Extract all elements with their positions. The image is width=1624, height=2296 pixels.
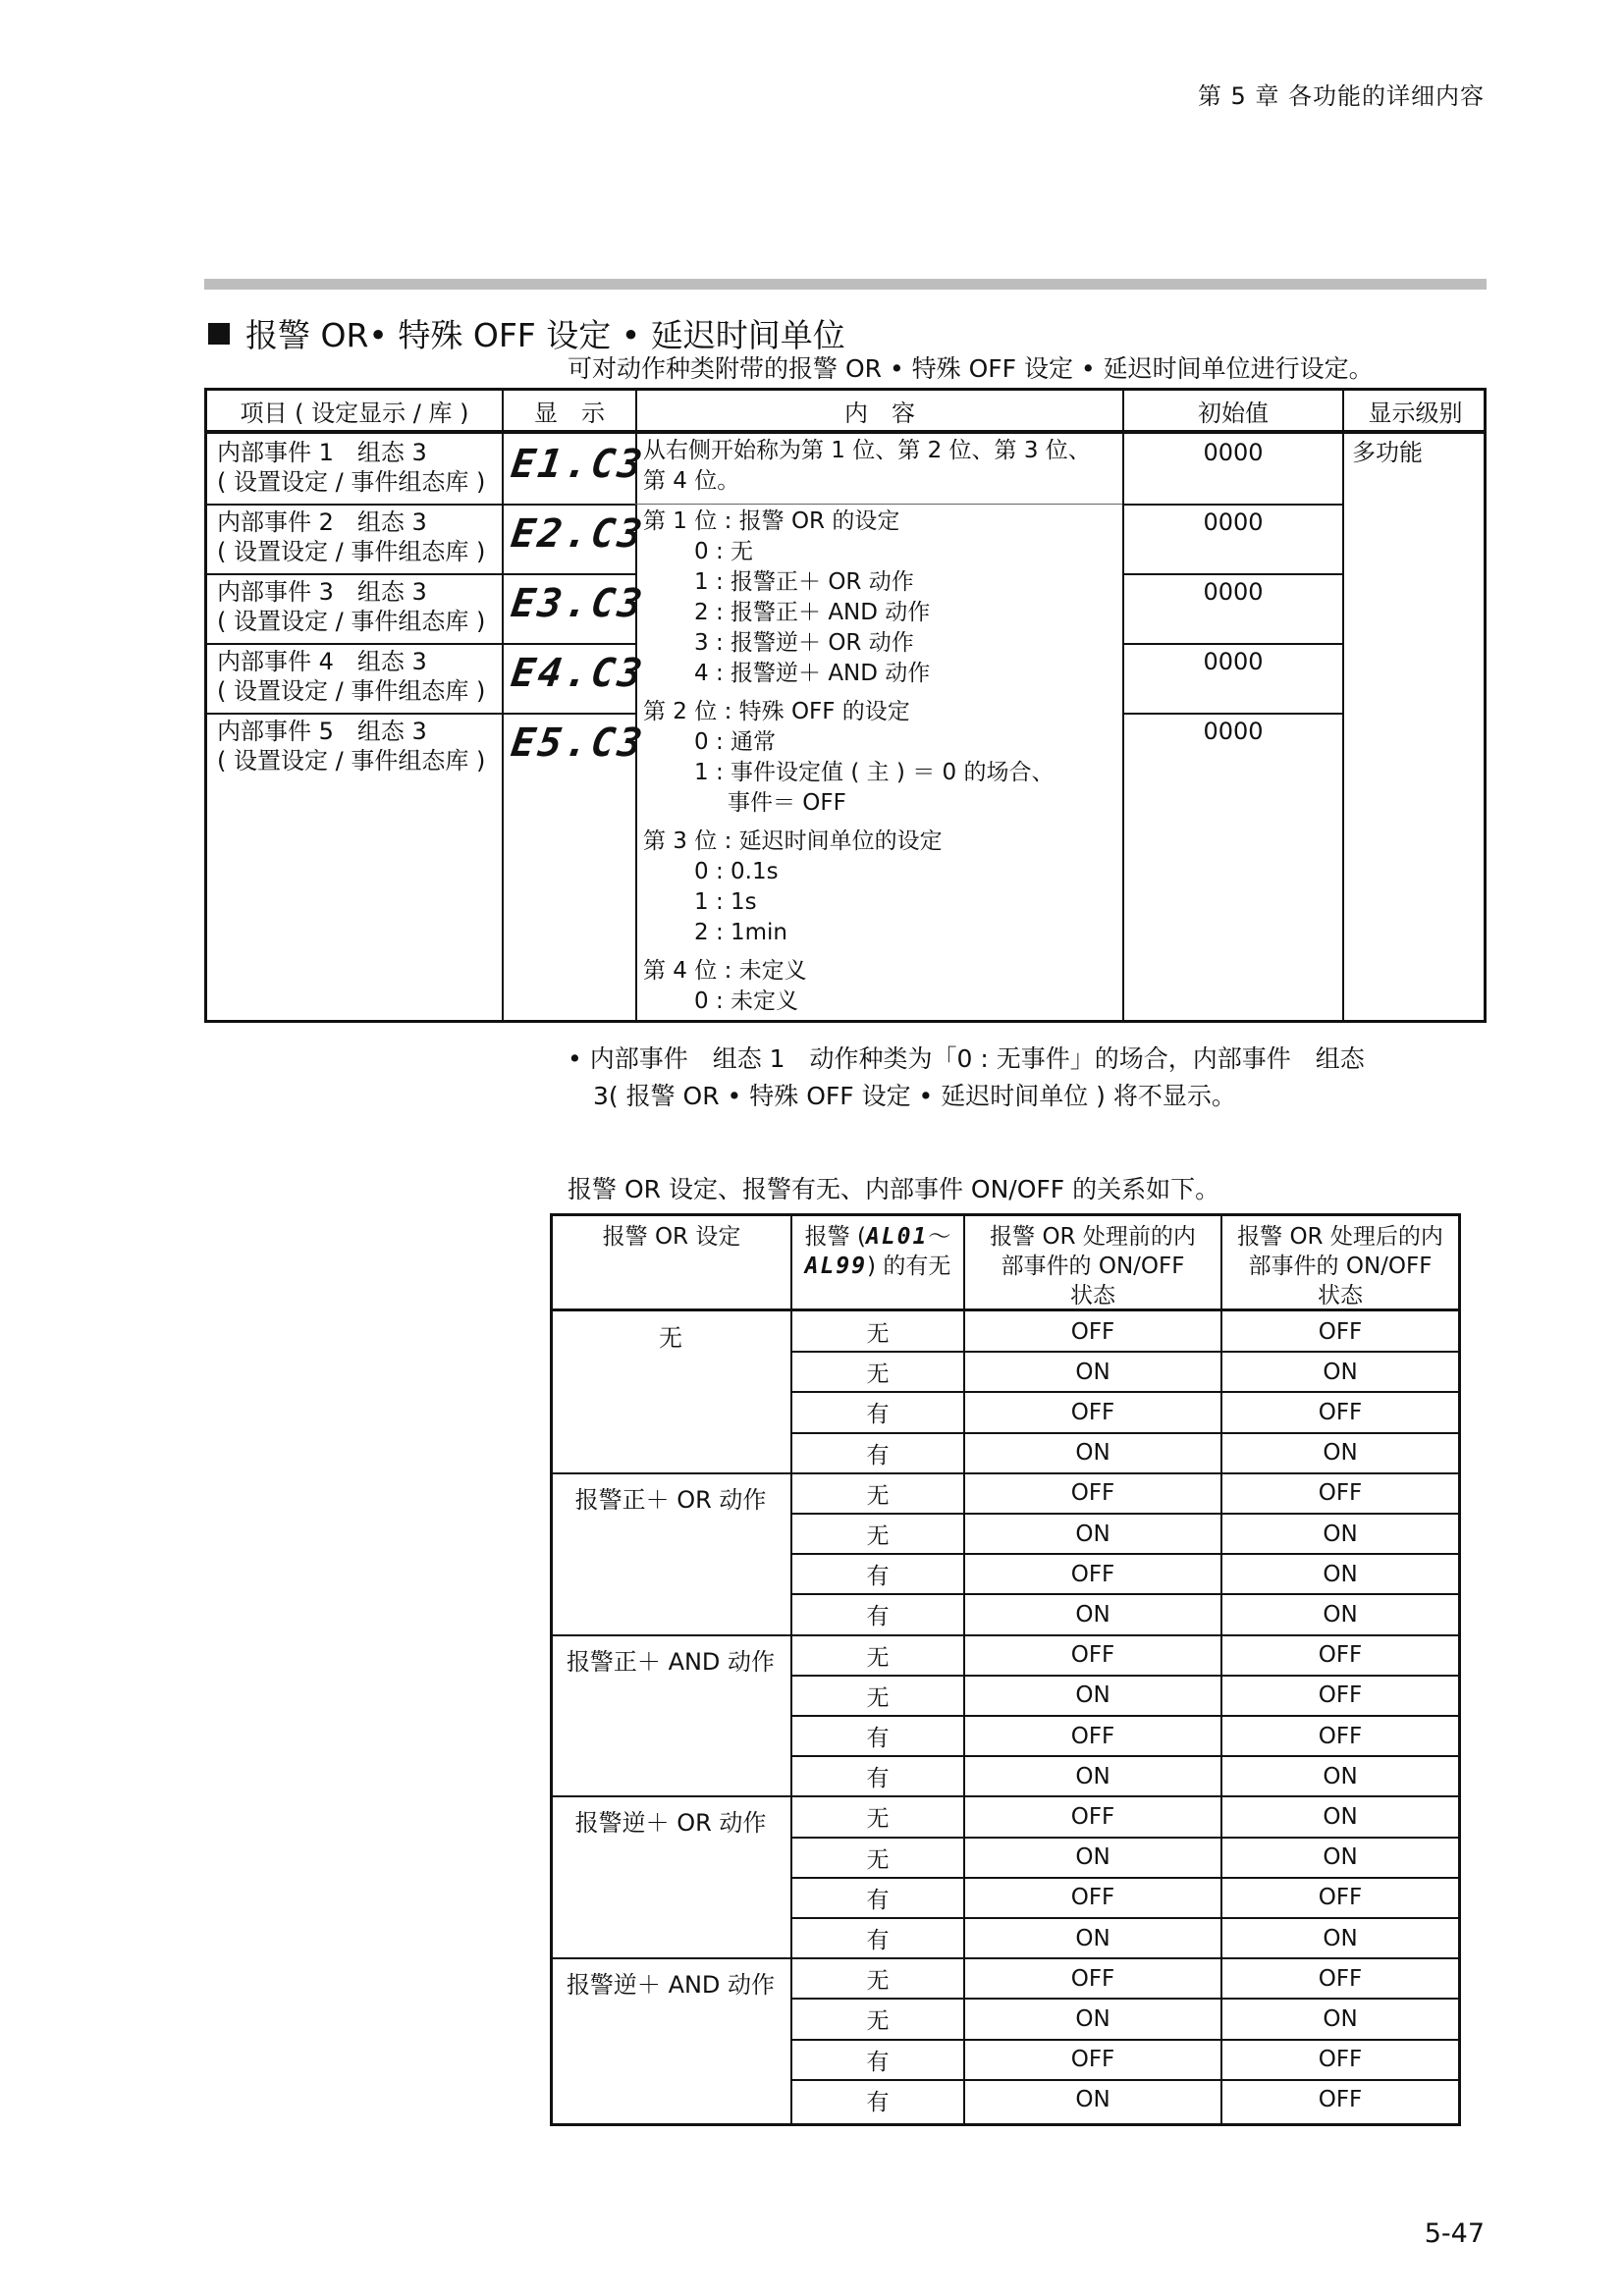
content-line: 3 : 报警逆＋ OR 动作: [694, 630, 914, 656]
rel-header-text: 报警 OR 设定: [602, 1224, 741, 1250]
content-line: 第 2 位 : 特殊 OFF 的设定: [643, 699, 910, 724]
content-line: 1 : 事件设定值 ( 主 ) ＝ 0 的场合、: [694, 760, 1055, 785]
rel-cell-after: OFF: [1318, 2087, 1363, 2113]
rel-header-line: [792, 1222, 963, 1252]
rel-cell-after: ON: [1323, 1521, 1358, 1547]
rel-cell-after: OFF: [1318, 1642, 1363, 1669]
rel-cell-alarm: 无: [866, 1644, 890, 1671]
rel-header-text: 部事件的 ON/OFF: [1001, 1254, 1185, 1279]
rel-cell-alarm: 有: [866, 1402, 890, 1428]
rel-header-or-setting: [553, 1216, 790, 1310]
row-divider: [1122, 713, 1342, 715]
rel-cell-before: ON: [1075, 1440, 1110, 1467]
item-line: 内部事件 1 组态 3: [217, 439, 427, 466]
rel-cell-alarm: 无: [866, 1523, 890, 1549]
header-content: 内 容: [844, 399, 915, 427]
row-divider: [1122, 573, 1342, 575]
note: [568, 1041, 1490, 1115]
item-line: 内部事件 2 组态 3: [217, 508, 427, 536]
rel-cell-alarm: 有: [866, 1766, 890, 1792]
rel-cell-alarm: 有: [866, 1887, 890, 1913]
rel-header-text: 状态: [1318, 1283, 1363, 1308]
item-line: ( 设置设定 / 事件组态库 ): [217, 608, 486, 635]
rel-cell-alarm: 无: [866, 1846, 890, 1873]
rel-cell-after: OFF: [1318, 1885, 1363, 1911]
rel-cell-after: ON: [1323, 1440, 1358, 1467]
display-level: 多功能: [1352, 439, 1423, 466]
rel-cell-before: ON: [1075, 1359, 1110, 1385]
rel-header-line: [792, 1252, 963, 1281]
section-title-text: 报警 OR• 特殊 OFF 设定 • 延迟时间单位: [245, 316, 845, 354]
rel-cell-before: ON: [1075, 2087, 1110, 2113]
rel-cell-after: ON: [1323, 1359, 1358, 1385]
content-line: 1 : 报警正＋ OR 动作: [694, 569, 914, 595]
rel-cell-alarm: 有: [866, 1726, 890, 1751]
rel-cell-before: ON: [1075, 1763, 1110, 1789]
item-line: ( 设置设定 / 事件组态库 ): [217, 538, 486, 565]
seg-display: E5.C3: [508, 721, 648, 766]
rel-cell-after: ON: [1323, 2005, 1358, 2032]
rel-cell-before: ON: [1075, 1521, 1110, 1547]
rel-cell-before: OFF: [1070, 1561, 1115, 1587]
rel-cell-before: OFF: [1070, 1885, 1115, 1911]
item-line: ( 设置设定 / 事件组态库 ): [217, 677, 486, 705]
section-divider: [204, 279, 1487, 290]
rel-cell-after: OFF: [1318, 1723, 1363, 1749]
rel-cell-before: OFF: [1070, 1723, 1115, 1749]
rel-cell-alarm: 无: [866, 1684, 890, 1711]
rel-cell-after: OFF: [1318, 1682, 1363, 1709]
rel-cell-before: OFF: [1070, 1642, 1115, 1669]
rel-cell-after: ON: [1323, 1601, 1358, 1628]
content-line: 从右侧开始称为第 1 位、第 2 位、第 3 位、: [643, 438, 1091, 463]
content-line: 1 : 1s: [694, 889, 757, 915]
item-line: ( 设置设定 / 事件组态库 ): [217, 468, 486, 496]
rel-cell-after: OFF: [1318, 2047, 1363, 2073]
group-divider: [553, 1634, 790, 1636]
rel-cell-before: OFF: [1070, 1480, 1115, 1507]
group-divider: [553, 1957, 790, 1959]
rel-cell-alarm: 有: [866, 1442, 890, 1468]
rel-cell-before: OFF: [1070, 1318, 1115, 1345]
content-line: 第 3 位 : 延迟时间单位的设定: [643, 828, 943, 854]
rel-cell-after: ON: [1323, 1763, 1358, 1789]
rel-header-text: 报警 (: [804, 1224, 866, 1250]
rel-cell-after: OFF: [1318, 1965, 1363, 1992]
rel-header-text: 部事件的 ON/OFF: [1248, 1254, 1433, 1279]
initial-value: 0000: [1203, 508, 1264, 536]
rel-cell-alarm: 无: [866, 1968, 890, 1995]
column-divider: [502, 391, 504, 1020]
item-line: 内部事件 4 组态 3: [217, 648, 427, 675]
relation-intro: 报警 OR 设定、报警有无、内部事件 ON/OFF 的关系如下。: [568, 1175, 1220, 1203]
column-divider: [1122, 391, 1124, 1020]
group-divider: [553, 1472, 790, 1474]
initial-value: 0000: [1203, 439, 1264, 466]
row-divider: [207, 504, 635, 506]
content-line: 第 1 位 : 报警 OR 的设定: [643, 508, 900, 534]
seg-display: E4.C3: [508, 651, 648, 696]
rel-cell-after: OFF: [1318, 1318, 1363, 1345]
rel-cell-alarm: 无: [866, 1321, 890, 1347]
seg-display: E3.C3: [508, 581, 648, 626]
content-line: 0 : 通常: [694, 729, 777, 755]
header-divider: [207, 430, 1484, 434]
content-line: 事件＝ OFF: [728, 790, 846, 816]
content-line: 0 : 未定义: [694, 988, 799, 1014]
header-item: 项目 ( 设定显示 / 库 ): [240, 399, 469, 427]
rel-cell-before: ON: [1075, 2005, 1110, 2032]
rel-cell-alarm: 有: [866, 2049, 890, 2075]
rel-header-before: [965, 1216, 1220, 1310]
row-divider: [207, 643, 635, 645]
note-line: • 内部事件 组态 1 动作种类为「0 : 无事件」的场合，内部事件 组态: [568, 1044, 1365, 1073]
rel-group-label: 报警逆＋ OR 动作: [574, 1809, 767, 1838]
initial-value: 0000: [1203, 718, 1264, 745]
rel-header-text: 报警 OR 处理前的内: [990, 1224, 1196, 1250]
seg-display: E2.C3: [508, 511, 648, 557]
rel-cell-alarm: 有: [866, 1928, 890, 1953]
rel-cell-before: ON: [1075, 1682, 1110, 1709]
seg-text: AL01: [865, 1224, 929, 1250]
content-line: 4 : 报警逆＋ AND 动作: [694, 661, 931, 686]
initial-value: 0000: [1203, 578, 1264, 606]
column-divider: [1342, 391, 1344, 1020]
rel-group-label: 报警正＋ AND 动作: [566, 1647, 776, 1676]
item-line: 内部事件 3 组态 3: [217, 578, 427, 606]
rel-cell-after: OFF: [1318, 1480, 1363, 1507]
header-level: 显示级别: [1368, 399, 1463, 427]
row-divider: [207, 573, 635, 575]
rel-cell-alarm: 无: [866, 2008, 890, 2035]
rel-header-after: [1222, 1216, 1458, 1310]
row-divider: [1122, 504, 1342, 506]
item-line: ( 设置设定 / 事件组态库 ): [217, 747, 486, 774]
content-line: 0 : 0.1s: [694, 859, 779, 884]
chapter-header: 第 5 章 各功能的详细内容: [1197, 82, 1485, 110]
rel-cell-after: OFF: [1318, 1399, 1363, 1425]
black-square-icon: [208, 323, 230, 345]
rel-group-label: 报警正＋ OR 动作: [574, 1485, 767, 1514]
group-divider: [553, 1795, 790, 1797]
content-line: 第 4 位。: [643, 468, 740, 494]
rel-cell-before: OFF: [1070, 1399, 1115, 1425]
rel-cell-before: ON: [1075, 1925, 1110, 1951]
item-line: 内部事件 5 组态 3: [217, 718, 427, 745]
rel-cell-after: ON: [1323, 1561, 1358, 1587]
relation-table: [550, 1213, 1461, 2126]
rel-cell-alarm: 无: [866, 1362, 890, 1388]
rel-header-text: ～: [928, 1224, 951, 1250]
settings-table: [204, 388, 1487, 1023]
header-display: 显 示: [534, 399, 605, 427]
rel-cell-alarm: 有: [866, 2089, 890, 2115]
rel-cell-before: OFF: [1070, 1803, 1115, 1830]
content-line: 2 : 1min: [694, 920, 788, 945]
rel-cell-before: ON: [1075, 1844, 1110, 1871]
rel-header-text: ) 的有无: [867, 1254, 951, 1279]
rel-cell-alarm: 有: [866, 1604, 890, 1630]
rel-cell-after: ON: [1323, 1925, 1358, 1951]
initial-value: 0000: [1203, 648, 1264, 675]
rel-header-text: 状态: [1070, 1283, 1115, 1308]
note-line: 3( 报警 OR • 特殊 OFF 设定 • 延迟时间单位 ) 将不显示。: [593, 1082, 1236, 1110]
row-divider: [1122, 643, 1342, 645]
rel-cell-alarm: 无: [866, 1806, 890, 1833]
rel-cell-after: ON: [1323, 1803, 1358, 1830]
content-line: 第 4 位 : 未定义: [643, 958, 807, 984]
content-divider: [635, 504, 1122, 505]
page-number: 5-47: [1424, 2218, 1485, 2249]
rel-group-label: 无: [659, 1324, 682, 1352]
seg-text: AL99: [804, 1254, 868, 1279]
content-line: 2 : 报警正＋ AND 动作: [694, 600, 931, 625]
header-initial: 初始值: [1198, 399, 1269, 427]
rel-cell-alarm: 无: [866, 1482, 890, 1509]
rel-header-text: 报警 OR 处理后的内: [1237, 1224, 1443, 1250]
rel-cell-before: ON: [1075, 1601, 1110, 1628]
content-line: 0 : 无: [694, 539, 754, 564]
section-intro: 可对动作种类附带的报警 OR • 特殊 OFF 设定 • 延迟时间单位进行设定。: [568, 354, 1374, 383]
row-divider: [207, 713, 635, 715]
rel-cell-before: OFF: [1070, 1965, 1115, 1992]
rel-cell-before: OFF: [1070, 2047, 1115, 2073]
rel-cell-alarm: 有: [866, 1564, 890, 1590]
rel-group-label: 报警逆＋ AND 动作: [566, 1971, 776, 2000]
seg-display: E1.C3: [508, 442, 648, 487]
rel-cell-after: ON: [1323, 1844, 1358, 1871]
rel-header-alarm: [792, 1216, 963, 1310]
